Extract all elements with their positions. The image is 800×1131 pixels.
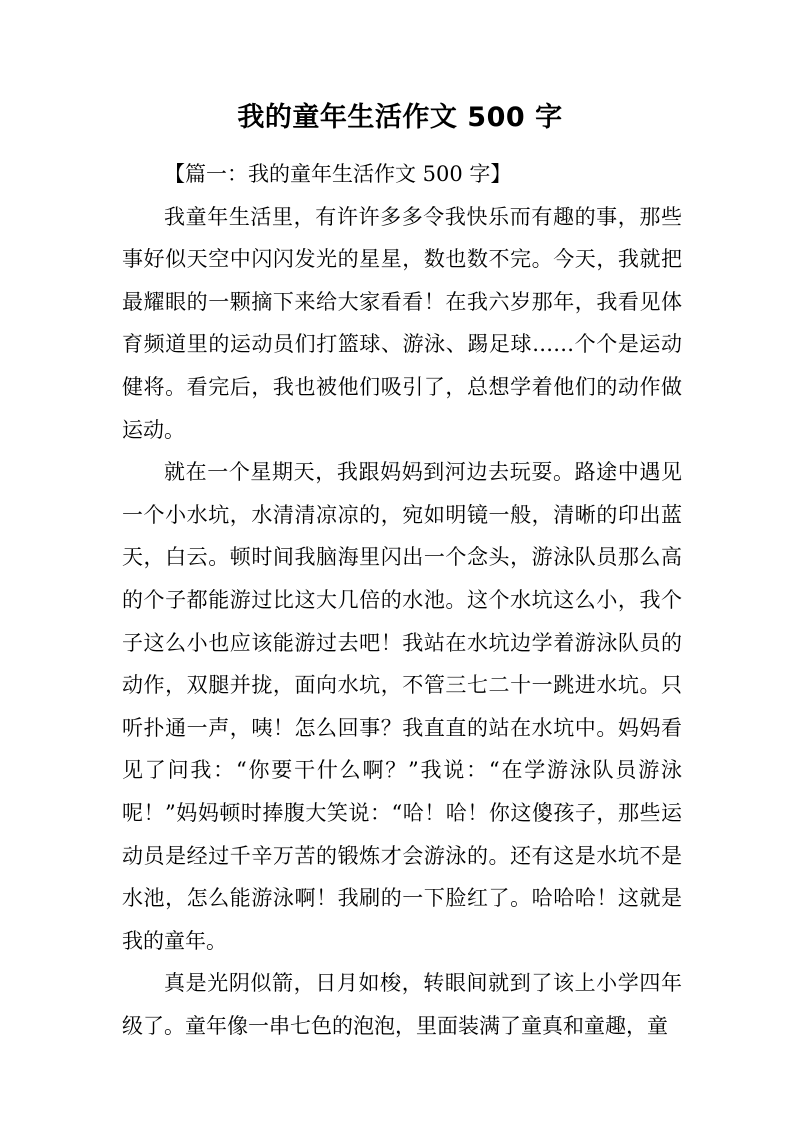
section-heading: 【篇一：我的童年生活作文 500 字】 — [164, 162, 512, 186]
document-title: 我的童年生活作文 500 字 — [237, 102, 563, 133]
paragraph-2: 就在一个星期天，我跟妈妈到河边去玩耍。路途中遇见一个小水坑，水清清凉凉的，宛如明镜一般，清晰的印出蓝天，白云。顿时间我脑海里闪出一个念头，游泳队员那么高的个子都能游过比这大几倍的水池。这个水坑这么小，我个子这么小也应该能游过去吧！我站在水坑边学着游泳队员的动作，双腿并拢，面向水坑，不管三七二十一跳进水坑。只听扑通一声，咦！怎么回事？我直直的站在水坑中。妈妈看见了问我：“你要干什么啊？”我说：“在学游泳队员游泳呢！”妈妈顿时捧腹大笑说：“哈！哈！你这傻孩子，那些运动员是经过千辛万苦的锻炼才会游泳的。还有这是水坑不是水池，怎么能游泳啊！我刷的一下脸红了。哈哈哈！这就是我的童年。 — [122, 460, 682, 953]
paragraph-1: 我童年生活里，有许许多多令我快乐而有趣的事，那些事好似天空中闪闪发光的星星，数也数不完。今天，我就把最耀眼的一颗摘下来给大家看看！在我六岁那年，我看见体育频道里的运动员们打篮球、游泳、踢足球……个个是运动健将。看完后，我也被他们吸引了，总想学着他们的动作做运动。 — [122, 204, 682, 442]
document-body — [122, 153, 682, 1047]
paragraph-3: 真是光阴似箭，日月如梭，转眼间就到了该上小学四年级了。童年像一串七色的泡泡，里面装满了童真和童趣，童 — [122, 971, 682, 1038]
